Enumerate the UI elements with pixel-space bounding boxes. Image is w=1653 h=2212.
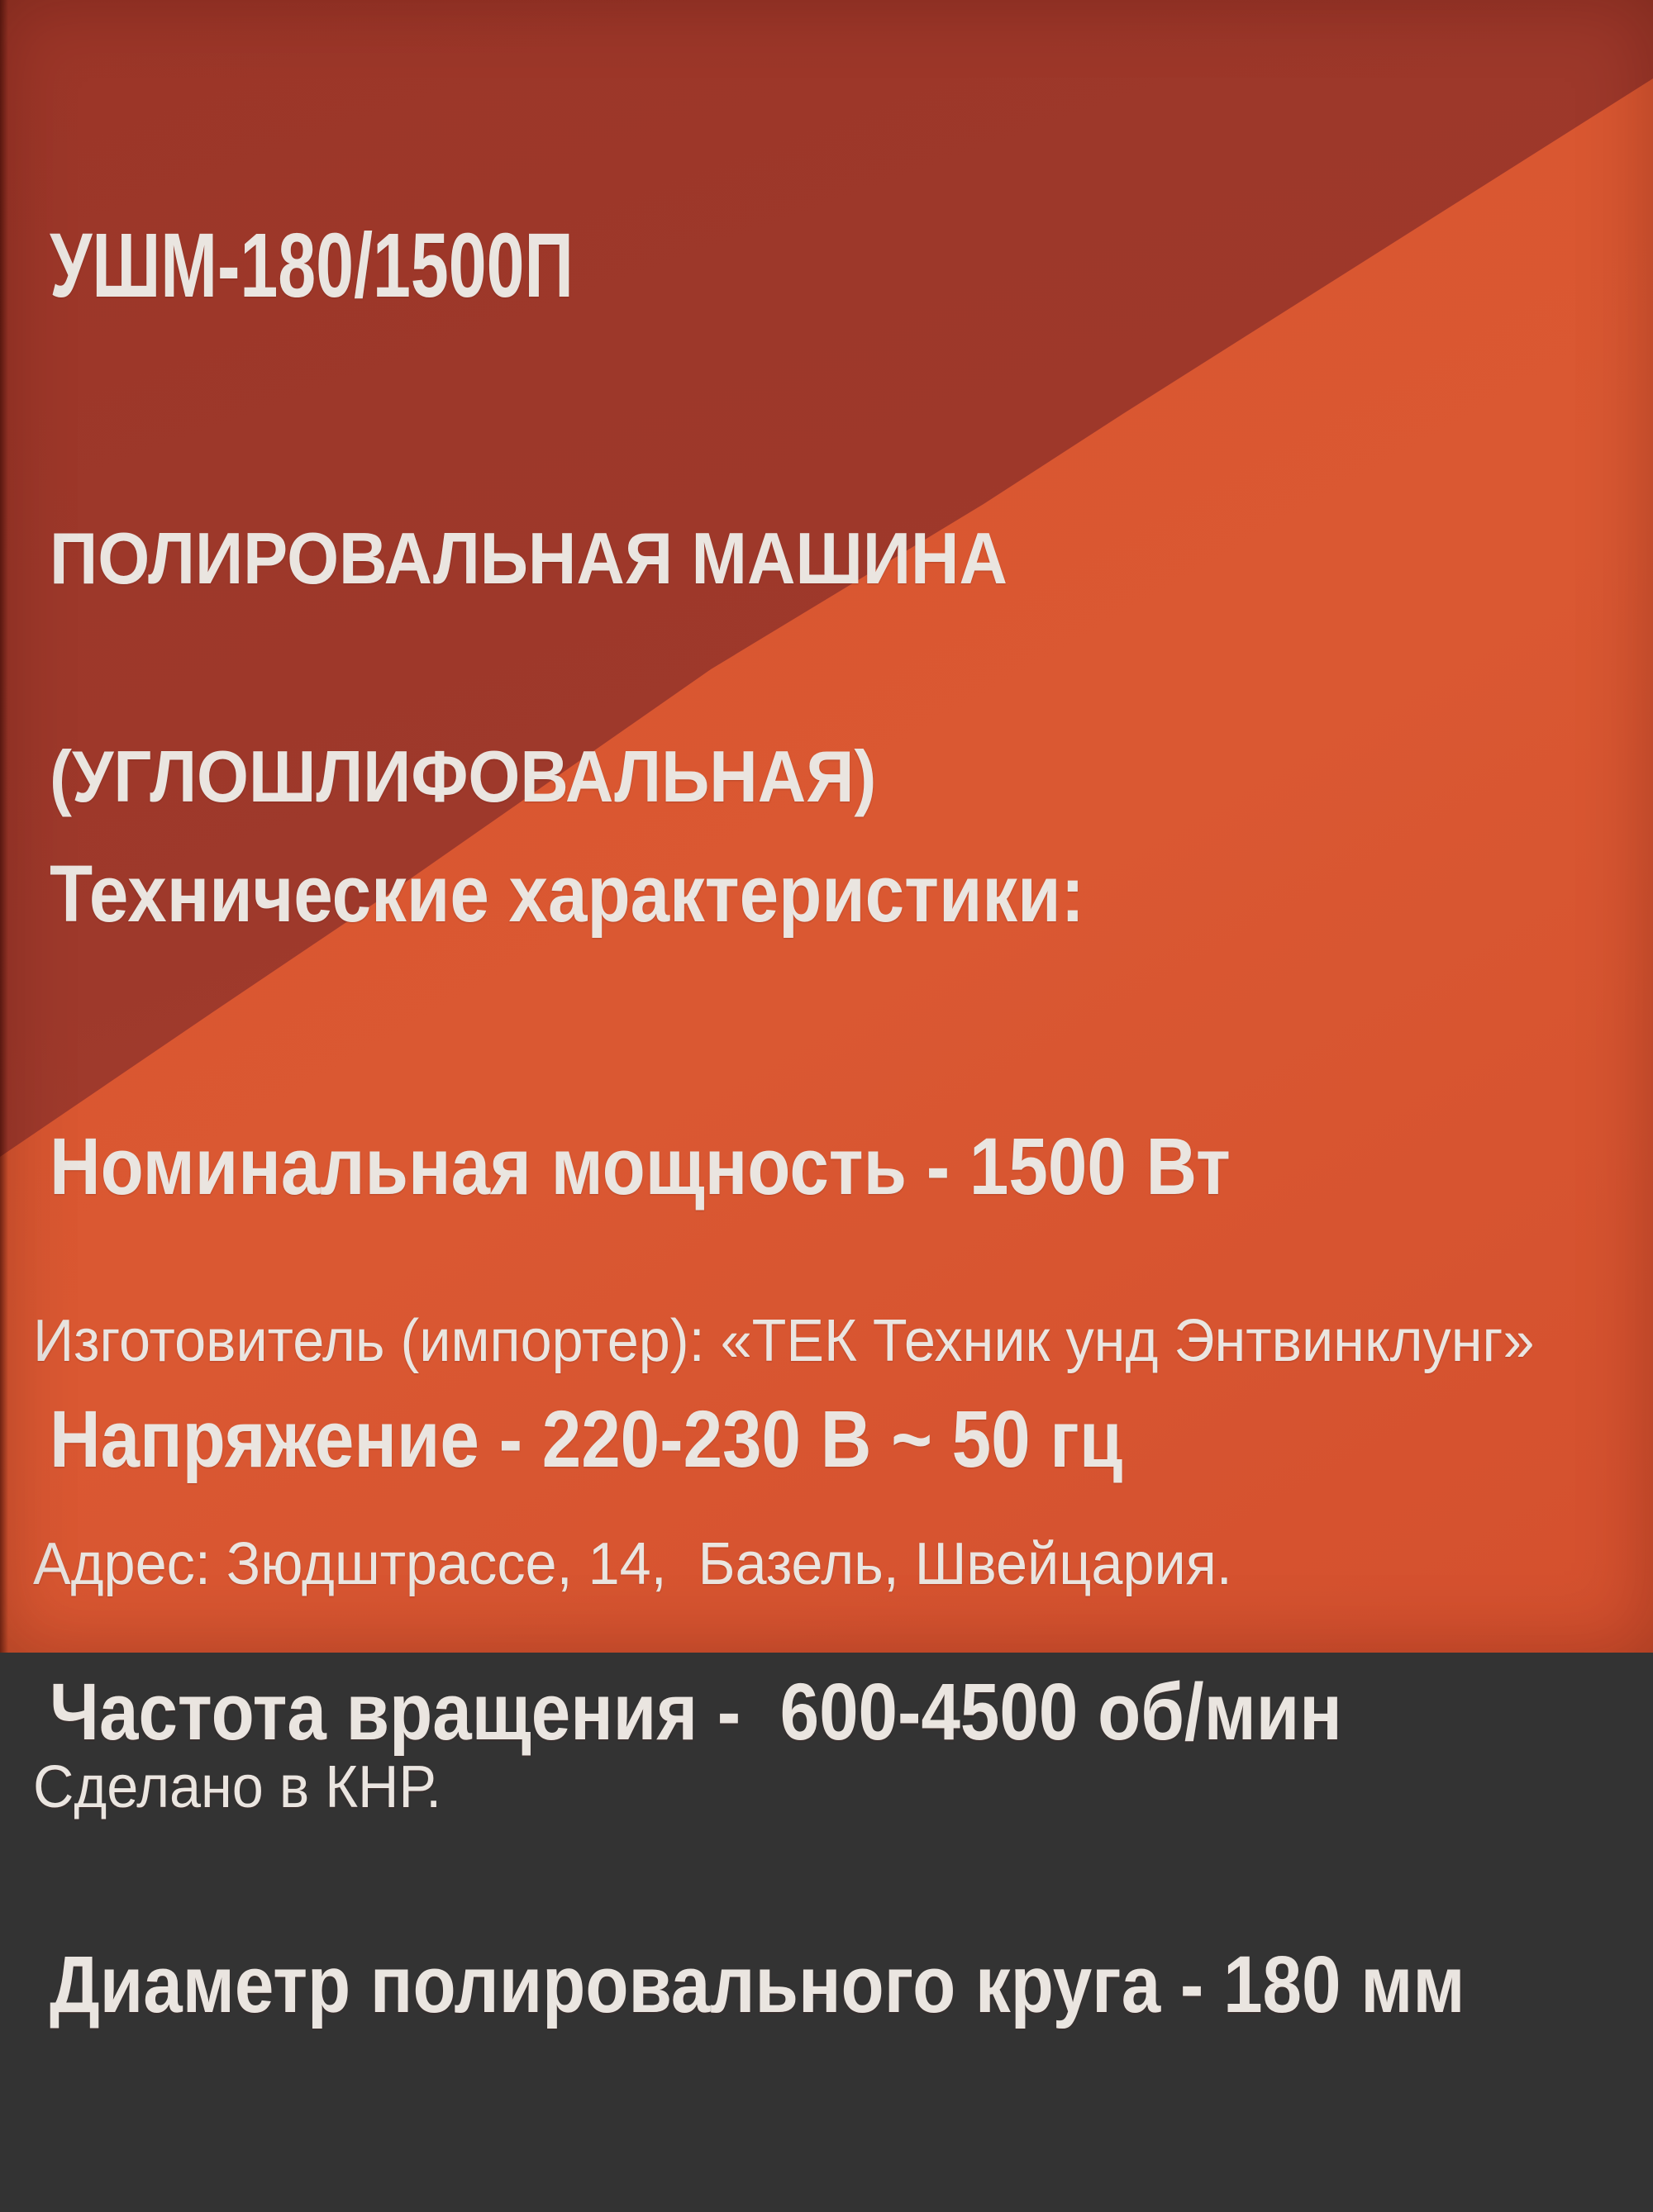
manufacturer-line: Изготовитель (импортер): «ТЕК Техник унд Энтвинклунг» [33,1308,1535,1374]
manufacturer-section [33,1155,1535,1973]
product-name-line-1: ПОЛИРОВАЛЬНАЯ МАШИНА [50,517,1008,599]
model-title: УШМ-180/1500П [50,215,574,316]
specs-heading: Технические характеристики: [50,849,1085,939]
spec-line-power: Номинальная мощность - 1500 Вт [50,1121,1231,1211]
spec-line-speed: Частота вращения - 600-4500 об/мин [50,1667,1342,1757]
made-in-line: Сделано в КНР. [33,1754,442,1820]
spec-line-disc-diameter: Диаметр полировального круга - 180 мм [50,1939,1465,2029]
product-name-line-2: (УГЛОШЛИФОВАЛЬНАЯ) [50,735,877,817]
left-edge-shadow [0,0,8,1653]
spec-line-voltage: Напряжение - 220-230 В ~ 50 гц [50,1394,1123,1484]
manufacturer-address-line: Адрес: Зюдштрассе, 14, Базель, Швейцария. [33,1531,1232,1597]
